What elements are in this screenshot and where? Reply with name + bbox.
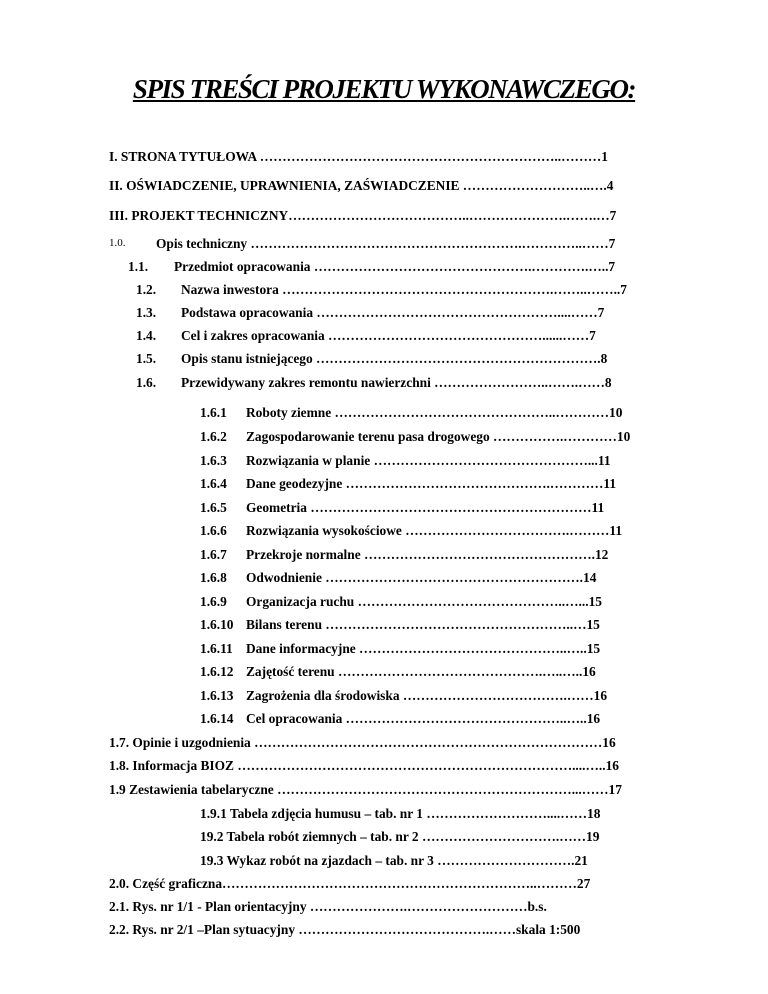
toc-text: Bilans terenu ………………………………………………..…15 (246, 617, 600, 632)
toc-entry (136, 282, 696, 300)
toc-text: III. PROJEKT TECHNICZNY…………………………………..………………….…….…7 (109, 208, 617, 223)
toc-entry (200, 405, 690, 423)
toc-text: Opis stanu istniejącego ……………………………………………………….8 (181, 351, 608, 366)
toc-text: Podstawa opracowania ………………………………………………....……7 (181, 305, 605, 320)
toc-text: Cel i zakres opracowania …………………………………………......……7 (181, 328, 596, 343)
toc-text: 2.0. Część graficzna……………………………………………………………..………27 (109, 876, 591, 891)
toc-entry (200, 641, 690, 659)
toc-number: 1.6.4 (200, 476, 227, 491)
toc-text: II. OŚWIADCZENIE, UPRAWNIENIA, ZAŚWIADCZENIE ………………………..….4 (109, 178, 614, 193)
toc-entry (200, 829, 599, 845)
toc-text: Przekroje normalne …………………………………………….12 (246, 547, 609, 562)
toc-text: 1.7. Opinie i uzgodnienia ……………………………………………………………………16 (109, 735, 616, 750)
toc-number: 1.6.8 (200, 570, 227, 585)
toc-entry (200, 688, 690, 706)
toc-text: Geometria ………………………………………………………11 (246, 500, 605, 515)
toc-entry (109, 876, 590, 892)
toc-number: 1.6.12 (200, 664, 234, 679)
document-title: SPIS TREŚCI PROJEKTU WYKONAWCZEGO: (132, 74, 636, 104)
toc-text: Dane informacyjne ………………………………………..…..15 (246, 641, 601, 656)
toc-text: Roboty ziemne …………………………………………..…………10 (246, 405, 623, 420)
toc-number: 1.6.9 (200, 594, 227, 609)
toc-entry (128, 259, 688, 277)
toc-number: 1.6.10 (200, 617, 234, 632)
toc-text: 1.8. Informacja BIOZ …………………………………………………………………....…..16 (109, 758, 619, 773)
toc-entry (109, 149, 608, 165)
toc-text: Przedmiot opracowania ………………………………………….………….…..7 (174, 259, 616, 274)
toc-number: 1.4. (136, 328, 157, 343)
toc-entry (109, 922, 580, 938)
toc-number: 1.6.6 (200, 523, 227, 538)
toc-entry (136, 375, 696, 393)
toc-entry (200, 523, 690, 541)
toc-text: 2.1. Rys. nr 1/1 - Plan orientacyjny ………………….………………………b.s. (109, 899, 547, 914)
toc-text: Rozwiązania w planie …………………………………………...11 (246, 453, 611, 468)
toc-text: 19.3 Wykaz robót na zjazdach – tab. nr 3 ………………………….21 (200, 853, 588, 868)
toc-text: Organizacja ruchu ………………………………………..…...15 (246, 594, 602, 609)
toc-number: 1.0. (109, 237, 126, 249)
toc-text: Rozwiązania wysokościowe ……………………………….………11 (246, 523, 623, 538)
toc-text: Zajętość terenu ……………………………………….…..…..16 (246, 664, 596, 679)
toc-text: Dane geodezyjne ……………………………………….…………11 (246, 476, 617, 491)
toc-text: 19.2 Tabela robót ziemnych – tab. nr 2 ………………………….……19 (200, 829, 600, 844)
toc-number: 1.1. (128, 259, 149, 274)
toc-entry (109, 782, 622, 798)
toc-text: Cel opracowania …………………………………………..…..16 (246, 711, 601, 726)
toc-number: 1.6.2 (200, 429, 227, 444)
toc-entry (200, 500, 690, 518)
toc-entry (200, 853, 588, 869)
toc-entry (200, 617, 690, 635)
toc-number: 1.6.14 (200, 711, 234, 726)
toc-entry (200, 547, 690, 565)
toc-entry (109, 899, 547, 915)
toc-entry (109, 735, 616, 751)
toc-number: 1.3. (136, 305, 157, 320)
toc-entry (109, 758, 619, 774)
toc-number: 1.6.3 (200, 453, 227, 468)
toc-text: 1.9 Zestawienia tabelaryczne …………………………………………………………...……17 (109, 782, 622, 797)
toc-number: 1.6.1 (200, 405, 227, 420)
toc-text: 2.2. Rys. nr 2/1 –Plan sytuacyjny …………………………………….……skala 1:500 (109, 922, 581, 937)
toc-text: Zagrożenia dla środowiska ……………………………….……16 (246, 688, 608, 703)
toc-entry (200, 664, 690, 682)
toc-number: 1.5. (136, 351, 157, 366)
toc-entry (109, 208, 616, 224)
toc-text: Nazwa inwestora …………………………………………………….……..……..7 (181, 282, 627, 297)
toc-number: 1.6. (136, 375, 157, 390)
toc-number: 1.6.13 (200, 688, 234, 703)
toc-text: 1.9.1 Tabela zdjęcia humusu – tab. nr 1 ………………………....……18 (200, 806, 601, 821)
toc-entry (200, 476, 690, 494)
toc-entry (200, 594, 690, 612)
toc-entry (200, 711, 690, 729)
toc-number: 1.6.7 (200, 547, 227, 562)
toc-text: Opis techniczny …………………………………………………….…………..……7 (156, 236, 616, 251)
toc-number: 1.6.5 (200, 500, 227, 515)
toc-entry (200, 429, 690, 447)
toc-text: Przewidywany zakres remontu nawierzchni ……………………..…….……8 (181, 375, 612, 390)
toc-entry (109, 236, 689, 254)
toc-text: I. STRONA TYTUŁOWA …………………………………………………………..………1 (109, 149, 608, 164)
toc-entry (136, 305, 696, 323)
toc-entry (136, 351, 696, 369)
toc-entry (200, 453, 690, 471)
toc-entry (200, 806, 600, 822)
toc-entry (136, 328, 696, 346)
toc-entry (200, 570, 690, 588)
toc-entry (109, 178, 613, 194)
toc-text: Odwodnienie ………………………………………………….14 (246, 570, 597, 585)
toc-text: Zagospodarowanie terenu pasa drogowego …………….…………10 (246, 429, 631, 444)
toc-number: 1.2. (136, 282, 157, 297)
toc-number: 1.6.11 (200, 641, 233, 656)
